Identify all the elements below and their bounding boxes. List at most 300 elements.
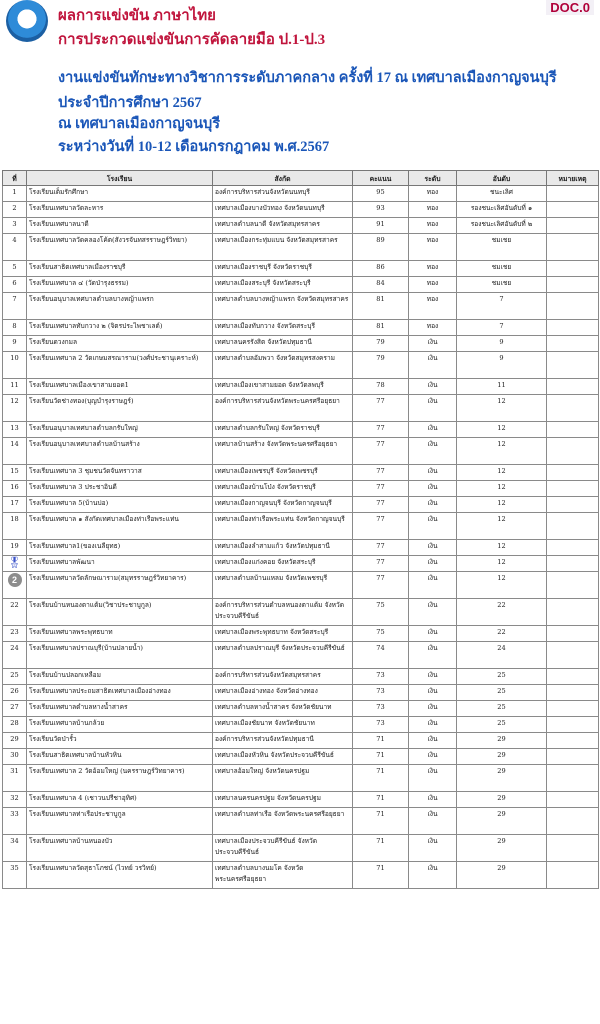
affiliation: เทศบาลเมืองพระพุทธบาท จังหวัดสระบุรี [213,626,353,642]
affiliation: เทศบาลอ้อมใหญ่ จังหวัดนครปฐม [213,765,353,792]
table-row [3,642,599,669]
medal-level: ทอง [409,293,457,320]
row-number: 32 [3,792,27,808]
note [547,186,599,202]
affiliation: เทศบาลเมืองชัยนาท จังหวัดชัยนาท [213,717,353,733]
note [547,277,599,293]
table-row [3,438,599,465]
score: 75 [353,599,409,626]
row-number [3,556,27,572]
score: 93 [353,202,409,218]
table-row [3,765,599,792]
affiliation: เทศบาลนครนครปฐม จังหวัดนครปฐม [213,792,353,808]
school-name: โรงเรียนเทศบาลวัดสุธาโภชน์ (ไวทย์ วรวิทย์) [27,862,213,889]
affiliation: เทศบาลตำบลกรับใหญ่ จังหวัดราชบุรี [213,422,353,438]
school-name: โรงเรียนเทศบาลประถมสาธิตเทศบาลเมืองอ่างทอง [27,685,213,701]
event-name: งานแข่งขันทักษะทางวิชาการระดับภาคกลาง ครั้งที่ 17 ณ เทศบาลเมืองกาญจนบุรี [58,70,557,86]
affiliation: เทศบาลเมืองทับกวาง จังหวัดสระบุรี [213,320,353,336]
note [547,572,599,599]
school-name: โรงเรียนเทศบาล 3 ชุมชนวัดจันทราวาส [27,465,213,481]
medal-level: เงิน [409,717,457,733]
row-number: 13 [3,422,27,438]
rank: 7 [457,293,547,320]
table-row [3,572,599,599]
score: 71 [353,733,409,749]
table-row [3,320,599,336]
affiliation: เทศบาลเมืองกระทุ่มแบน จังหวัดสมุทรสาคร [213,234,353,261]
rank: ชมเชย [457,277,547,293]
note [547,481,599,497]
silver-medal-icon: 2 [8,573,22,587]
table-row [3,749,599,765]
affiliation: เทศบาลเมืองกาญจนบุรี จังหวัดกาญจนบุรี [213,497,353,513]
score: 77 [353,395,409,422]
note [547,556,599,572]
col-header-note: หมายเหตุ [547,171,599,186]
score: 81 [353,293,409,320]
row-number: 3 [3,218,27,234]
note [547,261,599,277]
medal-level: เงิน [409,749,457,765]
medal-level: เงิน [409,733,457,749]
row-number: 10 [3,352,27,379]
rank: 22 [457,626,547,642]
score: 95 [353,186,409,202]
school-name: โรงเรียนเทศบาลบ้านหนองบัว [27,835,213,862]
row-number: 15 [3,465,27,481]
affiliation: เทศบาลตำบลนาดี จังหวัดสมุทรสาคร [213,218,353,234]
school-name: โรงเรียนอนุบาลเทศบาลตำบลกรับใหญ่ [27,422,213,438]
rank: 12 [457,422,547,438]
note [547,701,599,717]
note [547,513,599,540]
table-row [3,497,599,513]
school-name: โรงเรียนอนุบาลเทศบาลตำบลบางหญ้าแพรก [27,293,213,320]
row-number: 11 [3,379,27,395]
note [547,336,599,352]
row-number: 22 [3,599,27,626]
school-name: โรงเรียนวัดช่างทอง(บุญบำรุงราษฎร์) [27,395,213,422]
school-name: โรงเรียนเต็มรักศึกษา [27,186,213,202]
affiliation: องค์การบริหารส่วนจังหวัดสมุทรสาคร [213,669,353,685]
rank: 24 [457,642,547,669]
school-name: โรงเรียนเทศบาลท่าเรือประชาบูกูล [27,808,213,835]
school-name: โรงเรียนเทศบาลเมืองเขาสามยอด1 [27,379,213,395]
row-number: 6 [3,277,27,293]
school-name: โรงเรียนเทศบาลพระพุทธบาท [27,626,213,642]
note [547,497,599,513]
row-number: 26 [3,685,27,701]
row-number: 33 [3,808,27,835]
school-name: โรงเรียนเทศบาล 4 (เชาวนปรีชาอุทิศ) [27,792,213,808]
rank: 12 [457,395,547,422]
affiliation: เทศบาลเมืองท่าเรือพระแท่น จังหวัดกาญจนบุรี [213,513,353,540]
table-row [3,669,599,685]
school-name: โรงเรียนสาธิตเทศบาลเมืองราชบุรี [27,261,213,277]
note [547,717,599,733]
medal-level: ทอง [409,277,457,293]
score: 75 [353,626,409,642]
rank: 12 [457,438,547,465]
school-name: โรงเรียนเทศบาล 5(บ้านบ่อ) [27,497,213,513]
rank: 25 [457,701,547,717]
row-number: 23 [3,626,27,642]
table-row [3,277,599,293]
row-number: 29 [3,733,27,749]
medal-level: เงิน [409,513,457,540]
medal-level: เงิน [409,862,457,889]
medal-level: ทอง [409,186,457,202]
school-name: โรงเรียนเทศบาลปราณบุรี(บ้านปลายน้ำ) [27,642,213,669]
note [547,792,599,808]
school-name: โรงเรียนเทศบาล 2 วัดเกษมสรณาราม(วงศ์ประชานุเคราะห์) [27,352,213,379]
note [547,749,599,765]
medal-level: เงิน [409,556,457,572]
note [547,835,599,862]
note [547,352,599,379]
municipality-logo-icon: ✺ [6,0,48,42]
affiliation: เทศบาลเมืองลำสามแก้ว จังหวัดปทุมธานี [213,540,353,556]
note [547,234,599,261]
row-number [3,572,27,599]
medal-level: เงิน [409,669,457,685]
school-name: โรงเรียนสาธิตเทศบาลบ้านหัวหิน [27,749,213,765]
rank: 9 [457,352,547,379]
rank: 7 [457,320,547,336]
table-row [3,293,599,320]
academic-year: ประจำปีการศึกษา 2567 [58,95,202,111]
row-number: 24 [3,642,27,669]
rank: 25 [457,685,547,701]
row-number: 35 [3,862,27,889]
score: 73 [353,669,409,685]
score: 77 [353,556,409,572]
medal-level: ทอง [409,320,457,336]
row-number: 17 [3,497,27,513]
affiliation: เทศบาลเมืองอ่างทอง จังหวัดอ่างทอง [213,685,353,701]
row-number: 2 [3,202,27,218]
school-name: โรงเรียนบ้านหนองตาแต้ม(วิชาประชาบูกูล) [27,599,213,626]
table-row [3,202,599,218]
table-row [3,733,599,749]
medal-level: เงิน [409,626,457,642]
col-header-level: ระดับ [409,171,457,186]
affiliation: เทศบาลตำบลบ้านแหลม จังหวัดเพชรบุรี [213,572,353,599]
score: 71 [353,835,409,862]
affiliation: เทศบาลตำบลปราณบุรี จังหวัดประจวบคีรีขันธ์ [213,642,353,669]
col-header-no: ที่ [3,171,27,186]
affiliation: เทศบาลตำบลบางหญ้าแพรก จังหวัดสมุทรสาคร [213,293,353,320]
rank: ชมเชย [457,261,547,277]
note [547,202,599,218]
medal-level: เงิน [409,395,457,422]
medal-level: เงิน [409,701,457,717]
affiliation: เทศบาลตำบลท่าเรือ จังหวัดพระนครศรีอยุธยา [213,808,353,835]
row-number: 14 [3,438,27,465]
col-header-affiliation: สังกัด [213,171,353,186]
affiliation: องค์การบริหารส่วนตำบลหนองตาแต้ม จังหวัดประจวบคีรีขันธ์ [213,599,353,626]
col-header-school: โรงเรียน [27,171,213,186]
medal-level: เงิน [409,422,457,438]
col-header-score: คะแนน [353,171,409,186]
row-number: 25 [3,669,27,685]
note [547,218,599,234]
rank: 22 [457,599,547,626]
rank: 29 [457,808,547,835]
event-dates: ระหว่างวันที่ 10-12 เดือนกรกฎาคม พ.ศ.2567 [58,139,330,155]
competition-title: การประกวดแข่งขันการคัดลายมือ ป.1-ป.3 [58,32,326,48]
table-row [3,599,599,626]
medal-level: เงิน [409,438,457,465]
row-number: 8 [3,320,27,336]
affiliation: เทศบาลเมืองแก่งคอย จังหวัดสระบุรี [213,556,353,572]
medal-level: เงิน [409,336,457,352]
affiliation: เทศบาลนครรังสิต จังหวัดปทุมธานี [213,336,353,352]
medal-level: เงิน [409,835,457,862]
affiliation: เทศบาลตำบลอัมพวา จังหวัดสมุทรสงคราม [213,352,353,379]
row-number: 5 [3,261,27,277]
score: 77 [353,465,409,481]
school-name: โรงเรียนเทศบาลตำบลหางน้ำสาคร [27,701,213,717]
results-body [3,186,599,889]
medal-level: เงิน [409,379,457,395]
school-name: โรงเรียนเทศบาล ๑ สังกัดเทศบาลเมืองท่าเรือพระแท่น [27,513,213,540]
medal-level: เงิน [409,352,457,379]
table-row [3,862,599,889]
school-name: โรงเรียนเทศบาลนาดี [27,218,213,234]
table-row [3,556,599,572]
affiliation: องค์การบริหารส่วนจังหวัดปทุมธานี [213,733,353,749]
affiliation: เทศบาลตำบลหางน้ำสาคร จังหวัดชัยนาท [213,701,353,717]
affiliation: เทศบาลเมืองสระบุรี จังหวัดสระบุรี [213,277,353,293]
table-row [3,218,599,234]
rank: 12 [457,481,547,497]
rank: 12 [457,540,547,556]
document-header [0,0,600,160]
table-row [3,717,599,733]
row-number: 1 [3,186,27,202]
school-name: โรงเรียนเทศบาลวัดละหาร [27,202,213,218]
row-number: 27 [3,701,27,717]
note [547,465,599,481]
table-row [3,685,599,701]
score: 73 [353,701,409,717]
affiliation: เทศบาลบ้านสร้าง จังหวัดพระนครศรีอยุธยา [213,438,353,465]
rank: 12 [457,572,547,599]
note [547,599,599,626]
score: 77 [353,438,409,465]
score: 74 [353,642,409,669]
rank: 29 [457,835,547,862]
affiliation: เทศบาลเมืองหัวหิน จังหวัดประจวบคีรีขันธ์ [213,749,353,765]
score: 77 [353,540,409,556]
medal-level: เงิน [409,765,457,792]
affiliation: องค์การบริหารส่วนจังหวัดนนทบุรี [213,186,353,202]
rank: 12 [457,465,547,481]
results-table [2,170,599,889]
score: 71 [353,792,409,808]
rank: 9 [457,336,547,352]
venue: ณ เทศบาลเมืองกาญจนบุรี [58,116,221,132]
score: 71 [353,765,409,792]
school-name: โรงเรียนเทศบาลทับกวาง ๒ (จิตรประไพชาเลต์) [27,320,213,336]
affiliation: เทศบาลเมืองเขาสามยอด จังหวัดลพบุรี [213,379,353,395]
school-name: โรงเรียนเทศบาล ๔ (วัดป่ารุงธรรม) [27,277,213,293]
affiliation: เทศบาลตำบลบางนมโค จังหวัดพระนครศรีอยุธยา [213,862,353,889]
row-number: 12 [3,395,27,422]
rank: 11 [457,379,547,395]
row-number: 34 [3,835,27,862]
score: 84 [353,277,409,293]
table-row [3,352,599,379]
row-number: 31 [3,765,27,792]
row-number: 30 [3,749,27,765]
score: 81 [353,320,409,336]
rank: รองชนะเลิศอันดับที่ ๒ [457,218,547,234]
medal-ribbon-icon: 🎖 [7,556,22,569]
medal-level: เงิน [409,808,457,835]
table-row [3,835,599,862]
note [547,808,599,835]
rank: 12 [457,556,547,572]
note [547,765,599,792]
score: 89 [353,234,409,261]
table-row [3,422,599,438]
medal-level: ทอง [409,202,457,218]
row-number: 9 [3,336,27,352]
score: 73 [353,685,409,701]
table-row [3,186,599,202]
row-number: 18 [3,513,27,540]
rank: ชมเชย [457,234,547,261]
note [547,685,599,701]
row-number: 28 [3,717,27,733]
rank: 12 [457,513,547,540]
medal-level: เงิน [409,792,457,808]
table-row [3,626,599,642]
school-name: โรงเรียนเทศบาลบ้านกล้วย [27,717,213,733]
note [547,320,599,336]
rank: รองชนะเลิศอันดับที่ ๑ [457,202,547,218]
table-row [3,792,599,808]
note [547,733,599,749]
score: 71 [353,862,409,889]
rank: 29 [457,733,547,749]
score: 91 [353,218,409,234]
school-name: โรงเรียนเทศบาลวัดคลองโค้ต(สังวรจันทสรราษฎร์วิทยา) [27,234,213,261]
rank: ชนะเลิศ [457,186,547,202]
medal-level: เงิน [409,465,457,481]
school-name: โรงเรียนเทศบาล 2 วัดอ้อมใหญ่ (นครราษฎร์วิทยาคาร) [27,765,213,792]
table-row [3,808,599,835]
affiliation: เทศบาลเมืองประจวบคีรีขันธ์ จังหวัดประจวบคีรีขันธ์ [213,835,353,862]
medal-level: เงิน [409,642,457,669]
table-row [3,261,599,277]
medal-level: ทอง [409,218,457,234]
school-name: โรงเรียนวัดป่ารั้ว [27,733,213,749]
score: 77 [353,497,409,513]
medal-level: เงิน [409,685,457,701]
note [547,379,599,395]
competition-subject: ผลการแข่งขัน ภาษาไทย [58,8,216,24]
school-name: โรงเรียนเทศบาล1(ของเนลียุทธ) [27,540,213,556]
rank: 29 [457,862,547,889]
note [547,626,599,642]
medal-level: เงิน [409,481,457,497]
row-number: 4 [3,234,27,261]
table-row [3,336,599,352]
doc-tag: DOC.0 [546,0,594,15]
row-number: 7 [3,293,27,320]
note [547,540,599,556]
score: 77 [353,513,409,540]
school-name: โรงเรียนเทศบาล 3 ประชาอินดี [27,481,213,497]
rank: 12 [457,497,547,513]
medal-level: ทอง [409,234,457,261]
medal-level: เงิน [409,599,457,626]
score: 79 [353,336,409,352]
medal-level: เงิน [409,497,457,513]
table-row [3,540,599,556]
school-name: โรงเรียนบ้านปลอกเหลือม [27,669,213,685]
score: 77 [353,481,409,497]
score: 71 [353,749,409,765]
table-row [3,701,599,717]
school-name: โรงเรียนเทศบาลวัดลักษณาราม(สมุทรราษฎร์วิทยาคาร) [27,572,213,599]
rank: 29 [457,749,547,765]
rank: 29 [457,765,547,792]
note [547,395,599,422]
score: 73 [353,717,409,733]
note [547,862,599,889]
rank: 29 [457,792,547,808]
row-number: 16 [3,481,27,497]
affiliation: เทศบาลเมืองบางบัวทอง จังหวัดนนทบุรี [213,202,353,218]
score: 79 [353,352,409,379]
table-row [3,465,599,481]
table-row [3,513,599,540]
school-name: โรงเรียนอนุบาลเทศบาลตำบลบ้านสร้าง [27,438,213,465]
school-name: โรงเรียนดวงกมล [27,336,213,352]
table-row [3,379,599,395]
affiliation: เทศบาลเมืองบ้านโป่ง จังหวัดราชบุรี [213,481,353,497]
col-header-rank: อันดับ [457,171,547,186]
table-header-row [3,171,599,186]
affiliation: เทศบาลเมืองเพชรบุรี จังหวัดเพชรบุรี [213,465,353,481]
note [547,438,599,465]
score: 78 [353,379,409,395]
medal-level: ทอง [409,261,457,277]
rank: 25 [457,717,547,733]
table-row [3,395,599,422]
row-number: 19 [3,540,27,556]
table-row [3,234,599,261]
score: 71 [353,808,409,835]
rank: 25 [457,669,547,685]
note [547,669,599,685]
school-name: โรงเรียนเทศบาลพัฒนา [27,556,213,572]
note [547,422,599,438]
medal-level: เงิน [409,540,457,556]
table-row [3,481,599,497]
affiliation: เทศบาลเมืองราชบุรี จังหวัดราชบุรี [213,261,353,277]
note [547,293,599,320]
score: 77 [353,422,409,438]
affiliation: องค์การบริหารส่วนจังหวัดพระนครศรีอยุธยา [213,395,353,422]
note [547,642,599,669]
score: 77 [353,572,409,599]
score: 86 [353,261,409,277]
